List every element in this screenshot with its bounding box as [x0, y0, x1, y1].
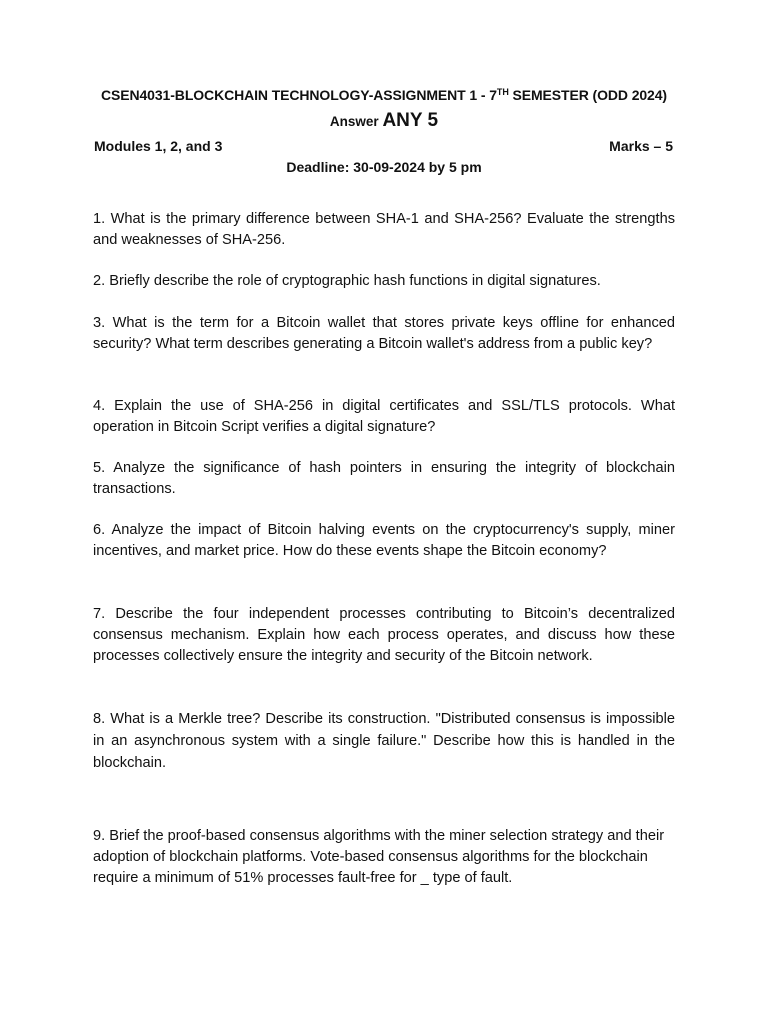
question-6: 6. Analyze the impact of Bitcoin halving events on the cryptocurrency's supply, miner incentives, and market price. How do these events shape the Bitcoin economy? — [93, 522, 675, 559]
marks-label: Marks – 5 — [609, 138, 673, 154]
modules-label: Modules 1, 2, and 3 — [94, 138, 223, 154]
deadline-label: Deadline: 30-09-2024 by 5 pm — [286, 159, 482, 175]
question-2: 2. Briefly describe the role of cryptographic hash functions in digital signatures. — [93, 273, 601, 289]
question-4: 4. Explain the use of SHA-256 in digital certificates and SSL/TLS protocols. What operation in Bitcoin Script verifies a digital signature? — [93, 398, 675, 435]
question-3: 3. What is the term for a Bitcoin wallet that stores private keys offline for enhanced security? What term describes generating a Bitcoin wallet's address from a public key? — [93, 315, 675, 352]
answer-prefix: Answer — [329, 114, 383, 129]
title-rest: SEMESTER (ODD 2024) — [508, 87, 667, 103]
question-9: 9. Brief the proof-based consensus algorithms with the miner selection strategy and their adoption of blockchain platforms. Vote-based consensus algorithms for the blockchain require a minimum of 51% processes fault-free for _ type of fault. — [93, 828, 665, 886]
document-title — [0, 87, 768, 103]
question-7: 7. Describe the four independent processes contributing to Bitcoin’s decentralized consensus mechanism. Explain how each process operates, and discuss how these processes collectively ensure the integrity and security of the Bitcoin network. — [93, 606, 675, 664]
question-5: 5. Analyze the significance of hash pointers in ensuring the integrity of blockchain transactions. — [93, 460, 675, 497]
question-1: 1. What is the primary difference between SHA-1 and SHA-256? Evaluate the strengths and weaknesses of SHA-256. — [93, 211, 675, 248]
answer-instruction — [0, 110, 768, 132]
title-main: CSEN4031-BLOCKCHAIN TECHNOLOGY-ASSIGNMENT 1 - 7 — [101, 87, 497, 103]
title-superscript: TH — [496, 87, 509, 97]
question-8: 8. What is a Merkle tree? Describe its construction. "Distributed consensus is impossible in an asynchronous system with a single failure." Describe how this is handled in the blockchain. — [93, 711, 675, 771]
answer-emphasis: ANY 5 — [382, 110, 439, 131]
